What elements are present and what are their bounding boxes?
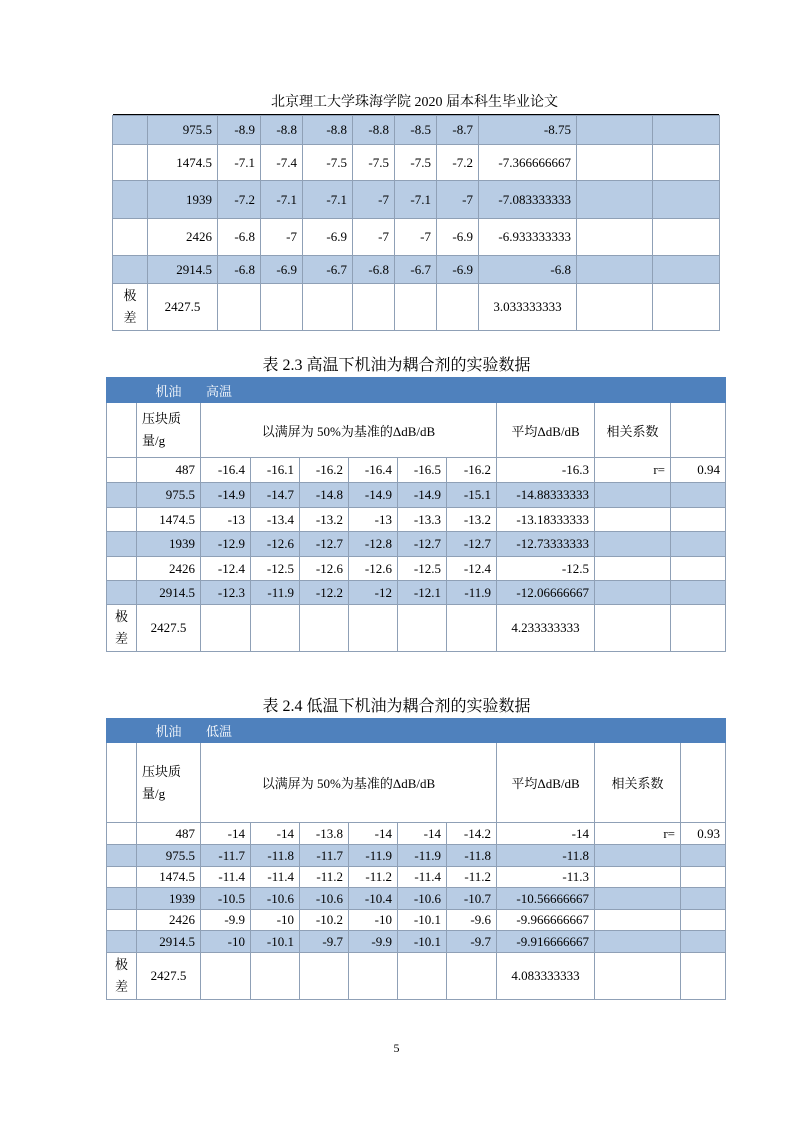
table-row bbox=[113, 116, 720, 145]
measurement-cell: -10.6 bbox=[300, 888, 349, 910]
measurement-cell: -11.4 bbox=[398, 867, 447, 888]
measurement-cell: -9.9 bbox=[349, 931, 398, 953]
mass-cell: 1939 bbox=[137, 888, 201, 910]
blank-cell bbox=[201, 605, 251, 652]
measurement-cell: -7 bbox=[437, 181, 479, 219]
blank-cell bbox=[681, 743, 726, 823]
measurement-cell: -12.7 bbox=[398, 532, 447, 557]
blank-cell bbox=[681, 719, 726, 743]
mass-cell: 2426 bbox=[137, 910, 201, 931]
measurement-cell: -13.8 bbox=[300, 823, 349, 845]
table-row bbox=[107, 823, 726, 845]
blank-cell bbox=[671, 605, 726, 652]
table-row bbox=[113, 181, 720, 219]
measurement-cell: -12.7 bbox=[300, 532, 349, 557]
blank-cell bbox=[107, 823, 137, 845]
measurement-cell: -9.7 bbox=[300, 931, 349, 953]
measurement-cell: -11.9 bbox=[447, 581, 497, 605]
blank-cell bbox=[595, 557, 671, 581]
table-row bbox=[107, 867, 726, 888]
average-cell: -7.366666667 bbox=[479, 145, 577, 181]
blank-cell bbox=[113, 145, 148, 181]
coupling-agent-label: 机油 bbox=[137, 378, 201, 403]
mass-column-header: 压块质量/g bbox=[137, 743, 201, 823]
blank-cell bbox=[107, 743, 137, 823]
measurement-cell: -11.4 bbox=[201, 867, 251, 888]
range-mass-cell: 2427.5 bbox=[137, 605, 201, 652]
blank-cell bbox=[349, 378, 398, 403]
blank-cell bbox=[398, 953, 447, 1000]
table-2-4 bbox=[106, 718, 726, 1000]
measurement-cell: -13.2 bbox=[447, 508, 497, 532]
blank-cell bbox=[653, 181, 720, 219]
measurement-cell: -12.3 bbox=[201, 581, 251, 605]
measurement-cell: -10 bbox=[251, 910, 300, 931]
measurement-cell: -12.1 bbox=[398, 581, 447, 605]
blank-cell bbox=[107, 532, 137, 557]
range-average-cell: 3.033333333 bbox=[479, 284, 577, 331]
blank-cell bbox=[595, 605, 671, 652]
measurement-cell: -6.9 bbox=[437, 256, 479, 284]
r-label-cell: r= bbox=[595, 458, 671, 483]
correlation-column-header: 相关系数 bbox=[595, 743, 681, 823]
measurement-cell: -12.5 bbox=[251, 557, 300, 581]
measurement-cell: -14 bbox=[251, 823, 300, 845]
blank-cell bbox=[251, 953, 300, 1000]
range-average-cell: 4.083333333 bbox=[497, 953, 595, 1000]
blank-cell bbox=[300, 378, 349, 403]
blank-cell bbox=[251, 605, 300, 652]
mass-cell: 2914.5 bbox=[137, 931, 201, 953]
table-row bbox=[107, 581, 726, 605]
range-label-cell: 极差 bbox=[107, 605, 137, 652]
blank-cell bbox=[107, 557, 137, 581]
average-cell: -11.3 bbox=[497, 867, 595, 888]
blank-cell bbox=[681, 910, 726, 931]
temperature-label: 高温 bbox=[201, 378, 251, 403]
blank-cell bbox=[113, 219, 148, 256]
running-header: 北京理工大学珠海学院 2020 届本科生毕业论文 bbox=[271, 95, 558, 110]
mass-cell: 975.5 bbox=[137, 845, 201, 867]
measurement-cell: -6.9 bbox=[437, 219, 479, 256]
blank-cell bbox=[653, 145, 720, 181]
blank-cell bbox=[107, 845, 137, 867]
mass-cell: 1474.5 bbox=[137, 508, 201, 532]
blank-cell bbox=[447, 953, 497, 1000]
mass-cell: 2426 bbox=[137, 557, 201, 581]
blank-cell bbox=[595, 910, 681, 931]
column-header-row bbox=[107, 403, 726, 458]
blank-cell bbox=[261, 284, 303, 331]
blank-cell bbox=[681, 867, 726, 888]
blank-cell bbox=[497, 719, 595, 743]
measurement-cell: -12.6 bbox=[251, 532, 300, 557]
mass-cell: 2914.5 bbox=[137, 581, 201, 605]
average-cell: -7.083333333 bbox=[479, 181, 577, 219]
table-row bbox=[113, 145, 720, 181]
measurement-cell: -12.6 bbox=[349, 557, 398, 581]
blank-cell bbox=[107, 719, 137, 743]
table-2-3 bbox=[106, 377, 726, 652]
blank-cell bbox=[107, 888, 137, 910]
measurement-cell: -11.9 bbox=[398, 845, 447, 867]
blank-cell bbox=[653, 116, 720, 145]
blank-cell bbox=[113, 256, 148, 284]
average-cell: -6.8 bbox=[479, 256, 577, 284]
blank-cell bbox=[107, 483, 137, 508]
measurement-cell: -12.5 bbox=[398, 557, 447, 581]
measurement-cell: -14.9 bbox=[398, 483, 447, 508]
blank-cell bbox=[107, 910, 137, 931]
measurement-cell: -7.5 bbox=[303, 145, 353, 181]
blank-cell bbox=[681, 845, 726, 867]
blank-cell bbox=[595, 719, 681, 743]
measurement-cell: -15.1 bbox=[447, 483, 497, 508]
measurement-cell: -14.7 bbox=[251, 483, 300, 508]
average-cell: -12.5 bbox=[497, 557, 595, 581]
measurement-cell: -7 bbox=[353, 181, 395, 219]
measurement-cell: -12.7 bbox=[447, 532, 497, 557]
measurement-cell: -10.2 bbox=[300, 910, 349, 931]
blank-cell bbox=[577, 256, 653, 284]
coupling-agent-label: 机油 bbox=[137, 719, 201, 743]
average-cell: -12.06666667 bbox=[497, 581, 595, 605]
column-header-row bbox=[107, 743, 726, 823]
blank-cell bbox=[300, 719, 349, 743]
page-number: 5 bbox=[393, 1041, 400, 1055]
table-continued bbox=[112, 115, 720, 331]
average-cell: -8.75 bbox=[479, 116, 577, 145]
blank-cell bbox=[398, 719, 447, 743]
blank-cell bbox=[577, 145, 653, 181]
measurement-cell: -16.2 bbox=[300, 458, 349, 483]
mass-cell: 487 bbox=[137, 458, 201, 483]
blank-cell bbox=[577, 219, 653, 256]
measurement-cell: -14.9 bbox=[201, 483, 251, 508]
average-cell: -6.933333333 bbox=[479, 219, 577, 256]
measurement-cell: -10 bbox=[201, 931, 251, 953]
average-cell: -10.56666667 bbox=[497, 888, 595, 910]
measurement-cell: -10.1 bbox=[398, 931, 447, 953]
blank-cell bbox=[595, 378, 671, 403]
table-row bbox=[113, 219, 720, 256]
table-2-3-caption: 表 2.3 高温下机油为耦合剂的实验数据 bbox=[262, 357, 531, 374]
measurement-cell: -12 bbox=[349, 581, 398, 605]
mass-cell: 2914.5 bbox=[148, 256, 218, 284]
range-mass-cell: 2427.5 bbox=[148, 284, 218, 331]
measurement-cell: -16.4 bbox=[201, 458, 251, 483]
blank-cell bbox=[595, 953, 681, 1000]
blank-cell bbox=[653, 219, 720, 256]
measurement-cell: -11.8 bbox=[251, 845, 300, 867]
blank-cell bbox=[113, 181, 148, 219]
average-cell: -9.916666667 bbox=[497, 931, 595, 953]
measurement-cell: -10.6 bbox=[398, 888, 447, 910]
average-cell: -14 bbox=[497, 823, 595, 845]
measurement-cell: -8.8 bbox=[353, 116, 395, 145]
range-average-cell: 4.233333333 bbox=[497, 605, 595, 652]
blank-cell bbox=[595, 508, 671, 532]
blank-cell bbox=[595, 483, 671, 508]
average-cell: -16.3 bbox=[497, 458, 595, 483]
blank-cell bbox=[437, 284, 479, 331]
mass-cell: 1474.5 bbox=[137, 867, 201, 888]
average-cell: -12.73333333 bbox=[497, 532, 595, 557]
measurement-cell: -10 bbox=[349, 910, 398, 931]
measurement-cell: -10.5 bbox=[201, 888, 251, 910]
blank-cell bbox=[595, 888, 681, 910]
table-row bbox=[107, 931, 726, 953]
measurement-cell: -7 bbox=[261, 219, 303, 256]
blank-cell bbox=[395, 284, 437, 331]
average-column-header: 平均ΔdB/dB bbox=[497, 743, 595, 823]
blank-cell bbox=[595, 867, 681, 888]
average-cell: -13.18333333 bbox=[497, 508, 595, 532]
blank-cell bbox=[653, 256, 720, 284]
blank-cell bbox=[349, 719, 398, 743]
measurement-cell: -8.9 bbox=[218, 116, 261, 145]
table-2-4-caption: 表 2.4 低温下机油为耦合剂的实验数据 bbox=[262, 698, 531, 715]
blank-cell bbox=[300, 605, 349, 652]
blank-cell bbox=[595, 532, 671, 557]
blank-cell bbox=[353, 284, 395, 331]
measurement-cell: -12.9 bbox=[201, 532, 251, 557]
measurement-cell: -10.4 bbox=[349, 888, 398, 910]
table-row bbox=[107, 888, 726, 910]
blank-cell bbox=[107, 378, 137, 403]
measurement-cell: -13.3 bbox=[398, 508, 447, 532]
mass-column-header: 压块质量/g bbox=[137, 403, 201, 458]
measurement-cell: -10.1 bbox=[398, 910, 447, 931]
r-label-cell: r= bbox=[595, 823, 681, 845]
measurement-cell: -14 bbox=[349, 823, 398, 845]
measurement-cell: -12.8 bbox=[349, 532, 398, 557]
blank-cell bbox=[595, 931, 681, 953]
blank-cell bbox=[107, 581, 137, 605]
blank-cell bbox=[251, 378, 300, 403]
measurement-cell: -7.1 bbox=[303, 181, 353, 219]
measurement-cell: -6.7 bbox=[303, 256, 353, 284]
measurement-cell: -7.5 bbox=[395, 145, 437, 181]
measurement-cell: -6.9 bbox=[261, 256, 303, 284]
blank-cell bbox=[671, 581, 726, 605]
measurement-cell: -14 bbox=[398, 823, 447, 845]
blank-cell bbox=[113, 116, 148, 145]
average-cell: -11.8 bbox=[497, 845, 595, 867]
blank-cell bbox=[671, 532, 726, 557]
measurement-cell: -14.2 bbox=[447, 823, 497, 845]
average-cell: -14.88333333 bbox=[497, 483, 595, 508]
table-row bbox=[107, 458, 726, 483]
average-column-header: 平均ΔdB/dB bbox=[497, 403, 595, 458]
measurement-cell: -8.7 bbox=[437, 116, 479, 145]
measurement-cell: -11.9 bbox=[349, 845, 398, 867]
blank-cell bbox=[595, 845, 681, 867]
table-title-row bbox=[107, 378, 726, 403]
measurement-cell: -13 bbox=[349, 508, 398, 532]
measurement-cell: -11.4 bbox=[251, 867, 300, 888]
measurement-cell: -11.2 bbox=[447, 867, 497, 888]
blank-cell bbox=[107, 403, 137, 458]
average-cell: -9.966666667 bbox=[497, 910, 595, 931]
blank-cell bbox=[577, 284, 653, 331]
measurement-cell: -6.8 bbox=[218, 256, 261, 284]
measure-column-header: 以满屏为 50%为基准的ΔdB/dB bbox=[201, 743, 497, 823]
mass-cell: 1939 bbox=[137, 532, 201, 557]
measurement-cell: -7.1 bbox=[261, 181, 303, 219]
blank-cell bbox=[398, 605, 447, 652]
measurement-cell: -6.9 bbox=[303, 219, 353, 256]
range-row bbox=[113, 284, 720, 331]
measurement-cell: -9.7 bbox=[447, 931, 497, 953]
blank-cell bbox=[107, 458, 137, 483]
mass-cell: 487 bbox=[137, 823, 201, 845]
measurement-cell: -6.8 bbox=[353, 256, 395, 284]
blank-cell bbox=[497, 378, 595, 403]
blank-cell bbox=[303, 284, 353, 331]
measurement-cell: -6.7 bbox=[395, 256, 437, 284]
table-row bbox=[107, 483, 726, 508]
blank-cell bbox=[577, 116, 653, 145]
table-row bbox=[107, 910, 726, 931]
blank-cell bbox=[671, 403, 726, 458]
table-row bbox=[107, 508, 726, 532]
measurement-cell: -16.2 bbox=[447, 458, 497, 483]
measurement-cell: -14.8 bbox=[300, 483, 349, 508]
measurement-cell: -11.9 bbox=[251, 581, 300, 605]
blank-cell bbox=[595, 581, 671, 605]
mass-cell: 975.5 bbox=[148, 116, 218, 145]
blank-cell bbox=[349, 605, 398, 652]
blank-cell bbox=[447, 378, 497, 403]
blank-cell bbox=[107, 931, 137, 953]
range-label-cell: 极差 bbox=[113, 284, 148, 331]
measurement-cell: -7.1 bbox=[395, 181, 437, 219]
blank-cell bbox=[107, 867, 137, 888]
table-row bbox=[113, 256, 720, 284]
range-row bbox=[107, 605, 726, 652]
correlation-column-header: 相关系数 bbox=[595, 403, 671, 458]
measurement-cell: -8.8 bbox=[303, 116, 353, 145]
correlation-value-cell: 0.93 bbox=[681, 823, 726, 845]
measurement-cell: -11.2 bbox=[349, 867, 398, 888]
mass-cell: 1474.5 bbox=[148, 145, 218, 181]
measurement-cell: -9.6 bbox=[447, 910, 497, 931]
measurement-cell: -13.4 bbox=[251, 508, 300, 532]
measurement-cell: -7.5 bbox=[353, 145, 395, 181]
measurement-cell: -12.4 bbox=[201, 557, 251, 581]
measurement-cell: -11.8 bbox=[447, 845, 497, 867]
measurement-cell: -10.6 bbox=[251, 888, 300, 910]
measurement-cell: -12.2 bbox=[300, 581, 349, 605]
measurement-cell: -7 bbox=[353, 219, 395, 256]
measurement-cell: -7.2 bbox=[437, 145, 479, 181]
blank-cell bbox=[681, 931, 726, 953]
measurement-cell: -11.2 bbox=[300, 867, 349, 888]
range-row bbox=[107, 953, 726, 1000]
blank-cell bbox=[251, 719, 300, 743]
measurement-cell: -14 bbox=[201, 823, 251, 845]
blank-cell bbox=[681, 888, 726, 910]
measurement-cell: -6.8 bbox=[218, 219, 261, 256]
table-row bbox=[107, 532, 726, 557]
measurement-cell: -11.7 bbox=[300, 845, 349, 867]
measurement-cell: -11.7 bbox=[201, 845, 251, 867]
blank-cell bbox=[671, 378, 726, 403]
table-row bbox=[107, 557, 726, 581]
blank-cell bbox=[577, 181, 653, 219]
blank-cell bbox=[681, 953, 726, 1000]
measurement-cell: -8.5 bbox=[395, 116, 437, 145]
table-row bbox=[107, 845, 726, 867]
measurement-cell: -13 bbox=[201, 508, 251, 532]
range-mass-cell: 2427.5 bbox=[137, 953, 201, 1000]
blank-cell bbox=[218, 284, 261, 331]
measurement-cell: -10.1 bbox=[251, 931, 300, 953]
range-label-cell: 极差 bbox=[107, 953, 137, 1000]
blank-cell bbox=[671, 508, 726, 532]
measurement-cell: -16.5 bbox=[398, 458, 447, 483]
measurement-cell: -14.9 bbox=[349, 483, 398, 508]
blank-cell bbox=[447, 719, 497, 743]
measurement-cell: -12.6 bbox=[300, 557, 349, 581]
blank-cell bbox=[671, 557, 726, 581]
measure-column-header: 以满屏为 50%为基准的ΔdB/dB bbox=[201, 403, 497, 458]
measurement-cell: -7.4 bbox=[261, 145, 303, 181]
blank-cell bbox=[671, 483, 726, 508]
measurement-cell: -12.4 bbox=[447, 557, 497, 581]
blank-cell bbox=[398, 378, 447, 403]
measurement-cell: -7 bbox=[395, 219, 437, 256]
measurement-cell: -16.1 bbox=[251, 458, 300, 483]
measurement-cell: -10.7 bbox=[447, 888, 497, 910]
measurement-cell: -9.9 bbox=[201, 910, 251, 931]
blank-cell bbox=[107, 508, 137, 532]
correlation-value-cell: 0.94 bbox=[671, 458, 726, 483]
measurement-cell: -13.2 bbox=[300, 508, 349, 532]
blank-cell bbox=[201, 953, 251, 1000]
measurement-cell: -7.2 bbox=[218, 181, 261, 219]
blank-cell bbox=[653, 284, 720, 331]
blank-cell bbox=[300, 953, 349, 1000]
table-title-row bbox=[107, 719, 726, 743]
mass-cell: 1939 bbox=[148, 181, 218, 219]
measurement-cell: -7.1 bbox=[218, 145, 261, 181]
measurement-cell: -16.4 bbox=[349, 458, 398, 483]
mass-cell: 975.5 bbox=[137, 483, 201, 508]
blank-cell bbox=[349, 953, 398, 1000]
temperature-label: 低温 bbox=[201, 719, 251, 743]
blank-cell bbox=[447, 605, 497, 652]
mass-cell: 2426 bbox=[148, 219, 218, 256]
measurement-cell: -8.8 bbox=[261, 116, 303, 145]
